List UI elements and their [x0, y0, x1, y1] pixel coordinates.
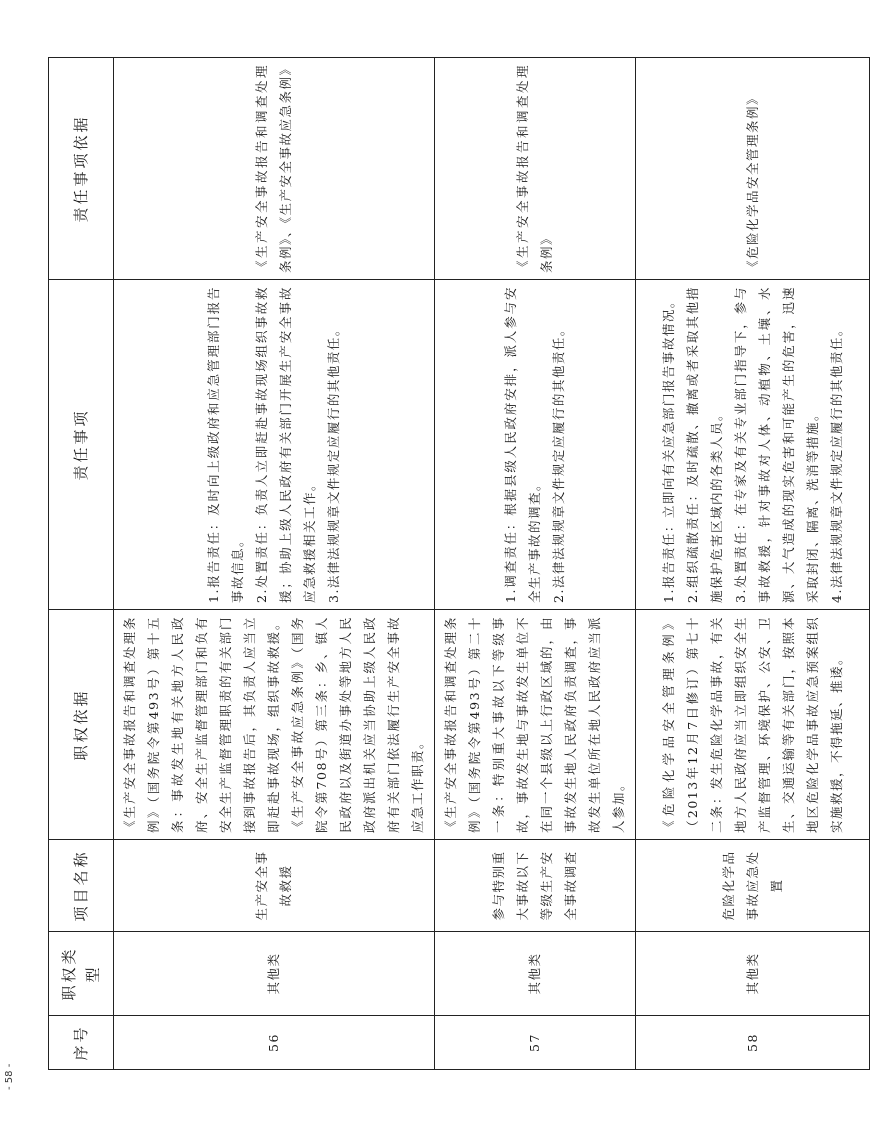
row-duty — [114, 280, 435, 610]
duty-item: 2.组织疏散责任：及时疏散、撤离或者采取其他措施保护危害区域内的各类人员。 — [684, 286, 724, 603]
row-duty — [435, 280, 636, 610]
table-row — [636, 58, 870, 1070]
duty-item: 3.处置责任：在专家及有关专业部门指导下，参与事故救援，针对事故对人体、动植物、土壤、水源、大气造成的现实危害和可能产生的危害，迅速采取封闭、隔离、洗消等措施。 — [732, 286, 820, 603]
row-basis: 《生产安全事故报告和调查处理条例》（国务院令第493号）第二十一条：特别重大事故以下等级事故，事故发生地与事故发生单位不在同一个县级以上行政区域的，由事故发生地人民政府负责调查，事故发生单位所在地人民政府应当派人参加。 — [435, 610, 636, 840]
duty-item: 1.调查责任：根据县级人民政府安排，派人参与安全生产事故的调查。 — [503, 286, 542, 603]
row-basis: 《危险化学品安全管理条例》（2013年12月7日修订）第七十二条：发生危险化学品事故，有关地方人民政府应当立即组织安全生产监督管理、环境保护、公安、卫生、交通运输等有关部门，按照本地区危险化学品事故应急预案组织实施救援，不得拖延、推诿。 — [636, 610, 870, 840]
row-resp: 《危险化学品安全管理条例》 — [636, 58, 870, 280]
row-no: 58 — [636, 1016, 870, 1070]
row-name: 生产安全事故救援 — [114, 840, 435, 932]
duty-item: 2.法律法规规章文件规定应履行的其他责任。 — [551, 322, 566, 603]
row-resp: 《生产安全事故报告和调查处理条例》、《生产安全事故应急条例》 — [114, 58, 435, 280]
duty-item: 4.法律法规规章文件规定应履行的其他责任。 — [828, 322, 844, 603]
row-resp: 《生产安全事故报告和调查处理条例》 — [435, 58, 636, 280]
row-no: 57 — [435, 1016, 636, 1070]
header-basis: 职权依据 — [49, 610, 114, 840]
header-row — [49, 58, 114, 1070]
row-name: 参与特别重大事故以下等级生产安全事故调查 — [435, 840, 636, 932]
row-type: 其他类 — [114, 932, 435, 1016]
header-duty: 责任事项 — [49, 280, 114, 610]
row-duty — [636, 280, 870, 610]
table-row — [435, 58, 636, 1070]
responsibility-table — [48, 57, 870, 1070]
header-no: 序号 — [49, 1016, 114, 1070]
header-name: 项目名称 — [49, 840, 114, 932]
row-type: 其他类 — [636, 932, 870, 1016]
table-row — [114, 58, 435, 1070]
duty-item: 3.法律法规规章文件规定应履行的其他责任。 — [326, 322, 341, 603]
header-type: 职权类型 — [49, 932, 114, 1016]
row-type: 其他类 — [435, 932, 636, 1016]
duty-item: 2.处置责任：负责人立即赶赴事故现场组织事故救援；协助上级人民政府有关部门开展生产安全事故应急救援相关工作。 — [254, 286, 317, 603]
page-number: - 58 - — [4, 1063, 15, 1090]
row-basis: 《生产安全事故报告和调查处理条例》（国务院令第493号）第十五条：事故发生地有关地方人民政府、安全生产监督管理部门和负有安全生产监督管理职责的有关部门接到事故报告后，其负责人应当立即赶赴事故现场，组织事故救援。《生产安全事故应急条例》（国务院令第708号）第三条：乡、镇人民政府以及街道办事处等地方人民政府派出机关应当协助上级人民政府有关部门依法履行生产安全事故应急工作职责。 — [114, 610, 435, 840]
header-resp: 责任事项依据 — [49, 58, 114, 280]
rotated-table-wrapper — [48, 58, 844, 1070]
duty-item: 1.报告责任：立即向有关应急部门报告事故情况。 — [660, 294, 676, 603]
duty-item: 1.报告责任：及时向上级政府和应急管理部门报告事故信息。 — [206, 286, 245, 603]
row-name: 危险化学品事故应急处置 — [636, 840, 870, 932]
row-no: 56 — [114, 1016, 435, 1070]
